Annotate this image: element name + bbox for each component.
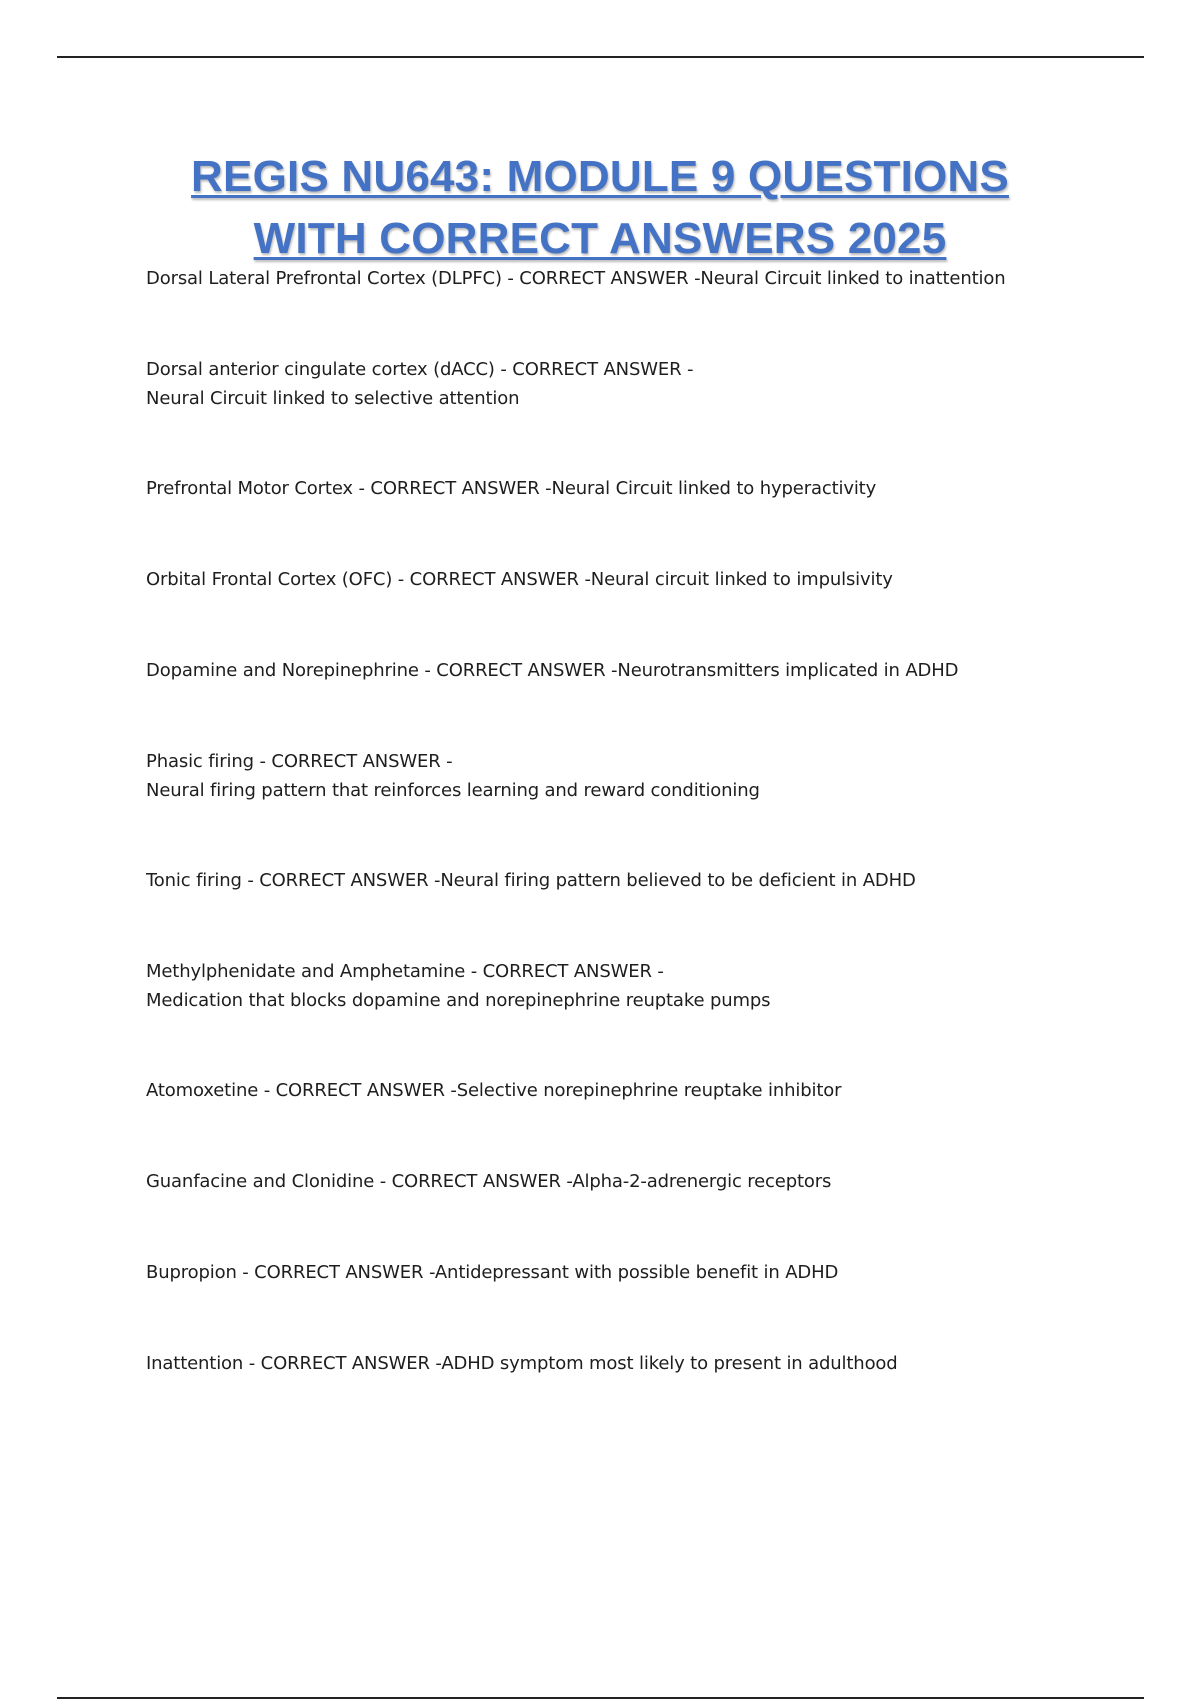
page-title-line-1: REGIS NU643: MODULE 9 QUESTIONS [191, 152, 1009, 201]
qa-item-bupropion: Bupropion - CORRECT ANSWER -Antidepressant with possible benefit in ADHD [146, 1262, 839, 1283]
top-divider [57, 56, 1144, 58]
qa-item-dacc: Dorsal anterior cingulate cortex (dACC) - CORRECT ANSWER - Neural Circuit linked to selective attention [146, 359, 694, 409]
qa-item-phasic-firing: Phasic firing - CORRECT ANSWER - Neural firing pattern that reinforces learning and reward conditioning [146, 751, 760, 801]
page-title [100, 146, 1100, 270]
qa-list [146, 265, 1126, 1441]
qa-item-methylphenidate-amphetamine: Methylphenidate and Amphetamine - CORRECT ANSWER - Medication that blocks dopamine and norepinephrine reuptake pumps [146, 961, 771, 1011]
qa-item-dlpfc: Dorsal Lateral Prefrontal Cortex (DLPFC) - CORRECT ANSWER -Neural Circuit linked to inattention [146, 268, 1006, 289]
page-title-line-2: WITH CORRECT ANSWERS 2025 [253, 214, 947, 263]
qa-item-atomoxetine: Atomoxetine - CORRECT ANSWER -Selective norepinephrine reuptake inhibitor [146, 1080, 842, 1101]
qa-item-dopamine-norepinephrine: Dopamine and Norepinephrine - CORRECT ANSWER -Neurotransmitters implicated in ADHD [146, 660, 959, 681]
qa-item-tonic-firing: Tonic firing - CORRECT ANSWER -Neural firing pattern believed to be deficient in ADHD [146, 870, 916, 891]
qa-item-prefrontal-motor-cortex: Prefrontal Motor Cortex - CORRECT ANSWER -Neural Circuit linked to hyperactivity [146, 478, 877, 499]
qa-item-ofc: Orbital Frontal Cortex (OFC) - CORRECT ANSWER -Neural circuit linked to impulsivity [146, 569, 893, 590]
qa-item-inattention: Inattention - CORRECT ANSWER -ADHD symptom most likely to present in adulthood [146, 1353, 898, 1374]
qa-item-guanfacine-clonidine: Guanfacine and Clonidine - CORRECT ANSWER -Alpha-2-adrenergic receptors [146, 1171, 832, 1192]
bottom-divider [57, 1697, 1144, 1699]
